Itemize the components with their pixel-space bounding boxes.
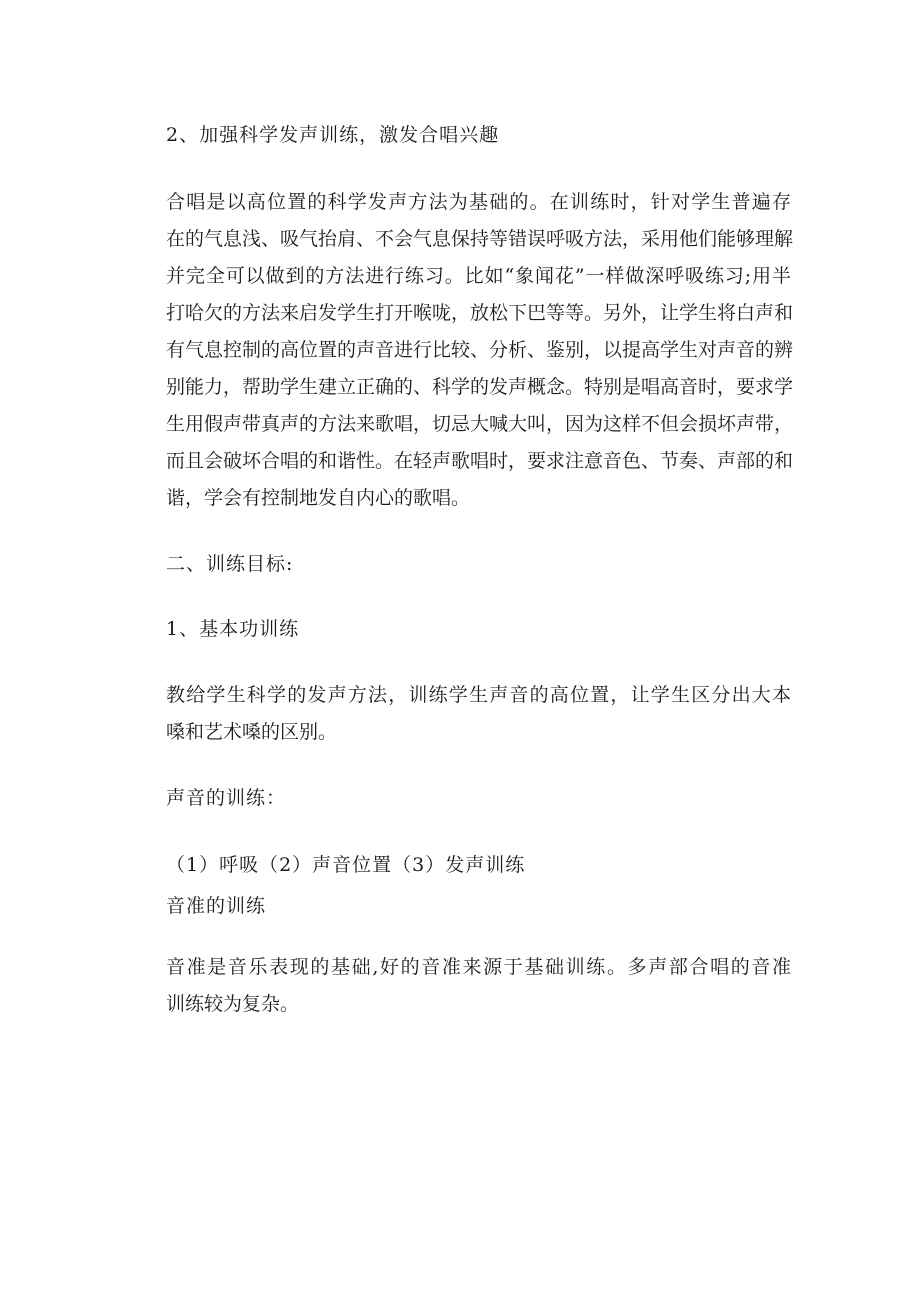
paragraph-line: 合唱是以高位置的科学发声方法为基础的。在训练时，针对学生普遍存	[166, 191, 791, 213]
paragraph-line: 并完全可以做到的方法进行练习。比如“象闻花”一样做深呼吸练习;用半	[166, 265, 791, 287]
paragraph-line: 而且会破坏合唱的和谐性。在轻声歌唱时，要求注意音色、节奏、声部的和	[166, 450, 794, 472]
heading-strengthen-vocal-training: 2、加强科学发声训练，激发合唱兴趣	[166, 124, 500, 146]
section-heading-training-goals: 二、训练目标:	[166, 553, 294, 575]
paragraph-line: 嗓和艺术嗓的区别。	[166, 721, 338, 743]
paragraph-line: 在的气息浅、吸气抬肩、不会气息保持等错误呼吸方法，采用他们能够理解	[166, 228, 794, 250]
subheading-basic-skills: 1、基本功训练	[166, 618, 300, 640]
paragraph-line: 音准是音乐表现的基础,好的音准来源于基础训练。多声部合唱的音准	[166, 956, 791, 978]
paragraph-line: 有气息控制的高位置的声音进行比较、分析、鉴别，以提高学生对声音的辨	[166, 339, 794, 361]
paragraph-line: 训练较为复杂。	[166, 993, 300, 1015]
voice-training-items: （1）呼吸（2）声音位置（3）发声训练	[166, 854, 526, 876]
paragraph-line: 生用假声带真声的方法来歌唱，切忌大喊大叫，因为这样不但会损坏声带，	[166, 413, 794, 435]
paragraph-line: 谐，学会有控制地发自内心的歌唱。	[166, 487, 471, 509]
paragraph-line: 教给学生科学的发声方法，训练学生声音的高位置，让学生区分出大本	[166, 684, 791, 706]
pitch-training-label: 音准的训练	[166, 895, 267, 917]
paragraph-line: 打哈欠的方法来启发学生打开喉咙，放松下巴等等。另外，让学生将白声和	[166, 302, 794, 324]
voice-training-label: 声音的训练：	[166, 787, 287, 809]
paragraph-line: 别能力，帮助学生建立正确的、科学的发声概念。特别是唱高音时，要求学	[166, 376, 794, 398]
